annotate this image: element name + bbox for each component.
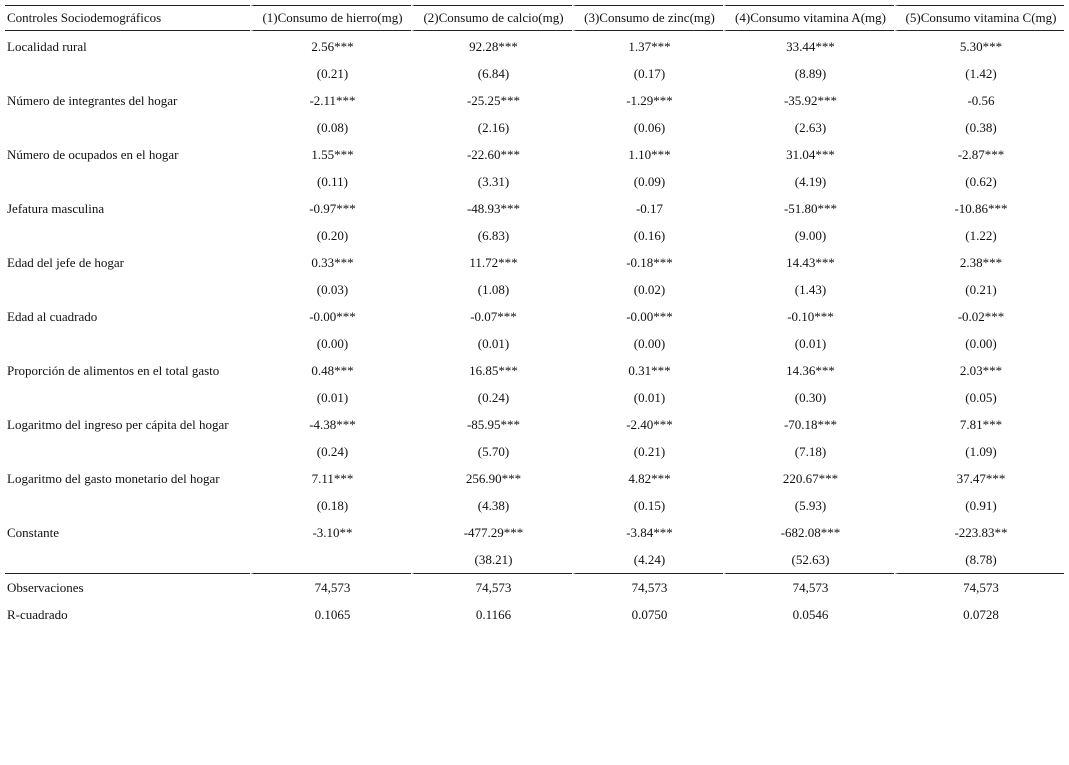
standard-error-cell: (4.38)	[411, 492, 572, 519]
coefficient-cell: 92.28***	[411, 31, 572, 60]
coefficient-cell: -3.10**	[250, 519, 411, 546]
footer-value-cell: 74,573	[572, 573, 723, 601]
standard-error-cell: (0.18)	[250, 492, 411, 519]
coefficient-cell: -10.86***	[894, 195, 1064, 222]
table-row-standard-error	[5, 438, 1064, 465]
standard-error-cell: (0.20)	[250, 222, 411, 249]
footer-label: Observaciones	[5, 573, 250, 601]
coefficient-cell: 37.47***	[894, 465, 1064, 492]
column-header-vitamina-a: (4)Consumo vitamina A(mg)	[723, 5, 894, 31]
coefficient-cell: 4.82***	[572, 465, 723, 492]
standard-error-cell: (0.21)	[250, 60, 411, 87]
standard-error-cell: (0.00)	[894, 330, 1064, 357]
table-row	[5, 303, 1064, 330]
standard-error-cell: (38.21)	[411, 546, 572, 573]
footer-value-cell: 0.0750	[572, 601, 723, 628]
coefficient-cell: 33.44***	[723, 31, 894, 60]
table-row-standard-error	[5, 330, 1064, 357]
standard-error-cell: (8.89)	[723, 60, 894, 87]
standard-error-cell: (0.16)	[572, 222, 723, 249]
row-label: Jefatura masculina	[7, 201, 105, 216]
coefficient-cell: -0.02***	[894, 303, 1064, 330]
coefficient-cell: -477.29***	[411, 519, 572, 546]
coefficient-cell: -0.97***	[250, 195, 411, 222]
coefficient-cell: -22.60***	[411, 141, 572, 168]
standard-error-cell: (0.91)	[894, 492, 1064, 519]
coefficient-cell: -51.80***	[723, 195, 894, 222]
row-label-empty	[5, 438, 250, 465]
standard-error-cell: (1.08)	[411, 276, 572, 303]
standard-error-cell: (7.18)	[723, 438, 894, 465]
table-row-standard-error	[5, 168, 1064, 195]
coefficient-cell: 16.85***	[411, 357, 572, 384]
standard-error-cell: (0.21)	[894, 276, 1064, 303]
column-header-zinc: (3)Consumo de zinc(mg)	[572, 5, 723, 31]
row-label-empty	[5, 276, 250, 303]
standard-error-cell: (0.24)	[250, 438, 411, 465]
coefficient-cell: 0.33***	[250, 249, 411, 276]
regression-table	[5, 5, 1064, 628]
coefficient-cell: 1.55***	[250, 141, 411, 168]
coefficient-cell: 2.03***	[894, 357, 1064, 384]
table-row	[5, 411, 1064, 438]
standard-error-cell: (0.00)	[572, 330, 723, 357]
standard-error-cell: (0.02)	[572, 276, 723, 303]
standard-error-cell: (1.09)	[894, 438, 1064, 465]
table-row-standard-error	[5, 276, 1064, 303]
coefficient-cell: -2.40***	[572, 411, 723, 438]
standard-error-cell: (0.01)	[723, 330, 894, 357]
column-header-vitamina-c: (5)Consumo vitamina C(mg)	[894, 5, 1064, 31]
coefficient-cell: -2.87***	[894, 141, 1064, 168]
column-header-calcio: (2)Consumo de calcio(mg)	[411, 5, 572, 31]
standard-error-cell: (2.16)	[411, 114, 572, 141]
standard-error-cell: (0.01)	[411, 330, 572, 357]
standard-error-cell: (0.00)	[250, 330, 411, 357]
coefficient-cell: 7.11***	[250, 465, 411, 492]
column-header-hierro: (1)Consumo de hierro(mg)	[250, 5, 411, 31]
table-row-standard-error	[5, 60, 1064, 87]
standard-error-cell	[250, 546, 411, 573]
standard-error-cell: (0.03)	[250, 276, 411, 303]
table-row	[5, 465, 1064, 492]
standard-error-cell: (0.62)	[894, 168, 1064, 195]
row-label-empty	[5, 492, 250, 519]
coefficient-cell: -682.08***	[723, 519, 894, 546]
row-label: Logaritmo del gasto monetario del hogar	[7, 471, 220, 486]
coefficient-cell: -223.83**	[894, 519, 1064, 546]
standard-error-cell: (1.22)	[894, 222, 1064, 249]
row-label-empty	[5, 330, 250, 357]
standard-error-cell: (0.05)	[894, 384, 1064, 411]
table-row-standard-error	[5, 492, 1064, 519]
coefficient-cell: -0.00***	[572, 303, 723, 330]
coefficient-cell: -0.18***	[572, 249, 723, 276]
table-body	[5, 31, 1064, 628]
standard-error-cell: (0.08)	[250, 114, 411, 141]
row-label: Localidad rural	[7, 39, 87, 54]
row-label: Constante	[7, 525, 59, 540]
table-row	[5, 357, 1064, 384]
footer-value-cell: 0.1166	[411, 601, 572, 628]
coefficient-cell: -1.29***	[572, 87, 723, 114]
coefficient-cell: 5.30***	[894, 31, 1064, 60]
table-row	[5, 519, 1064, 546]
standard-error-cell: (1.43)	[723, 276, 894, 303]
standard-error-cell: (0.24)	[411, 384, 572, 411]
coefficient-cell: 220.67***	[723, 465, 894, 492]
row-label: Número de integrantes del hogar	[7, 93, 178, 108]
coefficient-cell: -48.93***	[411, 195, 572, 222]
coefficient-cell: 11.72***	[411, 249, 572, 276]
standard-error-cell: (0.38)	[894, 114, 1064, 141]
table-row-standard-error	[5, 114, 1064, 141]
coefficient-cell: -35.92***	[723, 87, 894, 114]
footer-value-cell: 0.1065	[250, 601, 411, 628]
standard-error-cell: (3.31)	[411, 168, 572, 195]
standard-error-cell: (0.01)	[250, 384, 411, 411]
table-row-standard-error	[5, 222, 1064, 249]
row-label-empty	[5, 60, 250, 87]
stub-header: Controles Sociodemográficos	[5, 5, 250, 31]
row-label-empty	[5, 168, 250, 195]
footer-value-cell: 74,573	[250, 573, 411, 601]
standard-error-cell: (6.83)	[411, 222, 572, 249]
table-row	[5, 31, 1064, 60]
coefficient-cell: -70.18***	[723, 411, 894, 438]
row-label-empty	[5, 222, 250, 249]
table-row	[5, 195, 1064, 222]
coefficient-cell: -25.25***	[411, 87, 572, 114]
table-row	[5, 141, 1064, 168]
coefficient-cell: 14.36***	[723, 357, 894, 384]
row-label: Logaritmo del ingreso per cápita del hogar	[7, 417, 229, 432]
standard-error-cell: (6.84)	[411, 60, 572, 87]
table-row-standard-error	[5, 546, 1064, 573]
standard-error-cell: (0.06)	[572, 114, 723, 141]
coefficient-cell: 2.38***	[894, 249, 1064, 276]
standard-error-cell: (5.70)	[411, 438, 572, 465]
table-footer-row	[5, 601, 1064, 628]
footer-label: R-cuadrado	[7, 607, 68, 622]
standard-error-cell: (0.30)	[723, 384, 894, 411]
header-row	[5, 5, 1064, 31]
row-label: Número de ocupados en el hogar	[7, 147, 179, 162]
coefficient-cell: 1.37***	[572, 31, 723, 60]
footer-value-cell: 74,573	[723, 573, 894, 601]
coefficient-cell: 0.48***	[250, 357, 411, 384]
row-label-empty	[5, 114, 250, 141]
row-label: Edad al cuadrado	[7, 309, 98, 324]
standard-error-cell: (4.19)	[723, 168, 894, 195]
standard-error-cell: (0.17)	[572, 60, 723, 87]
footer-value-cell: 74,573	[411, 573, 572, 601]
footer-value-cell: 74,573	[894, 573, 1064, 601]
table-footer-row	[5, 573, 1064, 601]
standard-error-cell: (0.11)	[250, 168, 411, 195]
standard-error-cell: (0.09)	[572, 168, 723, 195]
row-label-empty	[5, 546, 250, 573]
row-label: Proporción de alimentos en el total gasto	[7, 363, 220, 378]
standard-error-cell: (0.01)	[572, 384, 723, 411]
coefficient-cell: 31.04***	[723, 141, 894, 168]
regression-table-container	[5, 5, 1064, 628]
standard-error-cell: (1.42)	[894, 60, 1064, 87]
coefficient-cell: -0.07***	[411, 303, 572, 330]
standard-error-cell: (52.63)	[723, 546, 894, 573]
coefficient-cell: 14.43***	[723, 249, 894, 276]
coefficient-cell: 256.90***	[411, 465, 572, 492]
coefficient-cell: -0.56	[894, 87, 1064, 114]
coefficient-cell: -0.10***	[723, 303, 894, 330]
coefficient-cell: -0.00***	[250, 303, 411, 330]
footer-value-cell: 0.0546	[723, 601, 894, 628]
coefficient-cell: -0.17	[572, 195, 723, 222]
table-row	[5, 87, 1064, 114]
footer-value-cell: 0.0728	[894, 601, 1064, 628]
standard-error-cell: (4.24)	[572, 546, 723, 573]
coefficient-cell: 0.31***	[572, 357, 723, 384]
coefficient-cell: -2.11***	[250, 87, 411, 114]
standard-error-cell: (0.21)	[572, 438, 723, 465]
standard-error-cell: (5.93)	[723, 492, 894, 519]
table-row	[5, 249, 1064, 276]
standard-error-cell: (8.78)	[894, 546, 1064, 573]
table-row-standard-error	[5, 384, 1064, 411]
coefficient-cell: -3.84***	[572, 519, 723, 546]
standard-error-cell: (2.63)	[723, 114, 894, 141]
coefficient-cell: -85.95***	[411, 411, 572, 438]
standard-error-cell: (9.00)	[723, 222, 894, 249]
coefficient-cell: 2.56***	[250, 31, 411, 60]
row-label-empty	[5, 384, 250, 411]
standard-error-cell: (0.15)	[572, 492, 723, 519]
coefficient-cell: -4.38***	[250, 411, 411, 438]
coefficient-cell: 1.10***	[572, 141, 723, 168]
coefficient-cell: 7.81***	[894, 411, 1064, 438]
row-label: Edad del jefe de hogar	[7, 255, 124, 270]
